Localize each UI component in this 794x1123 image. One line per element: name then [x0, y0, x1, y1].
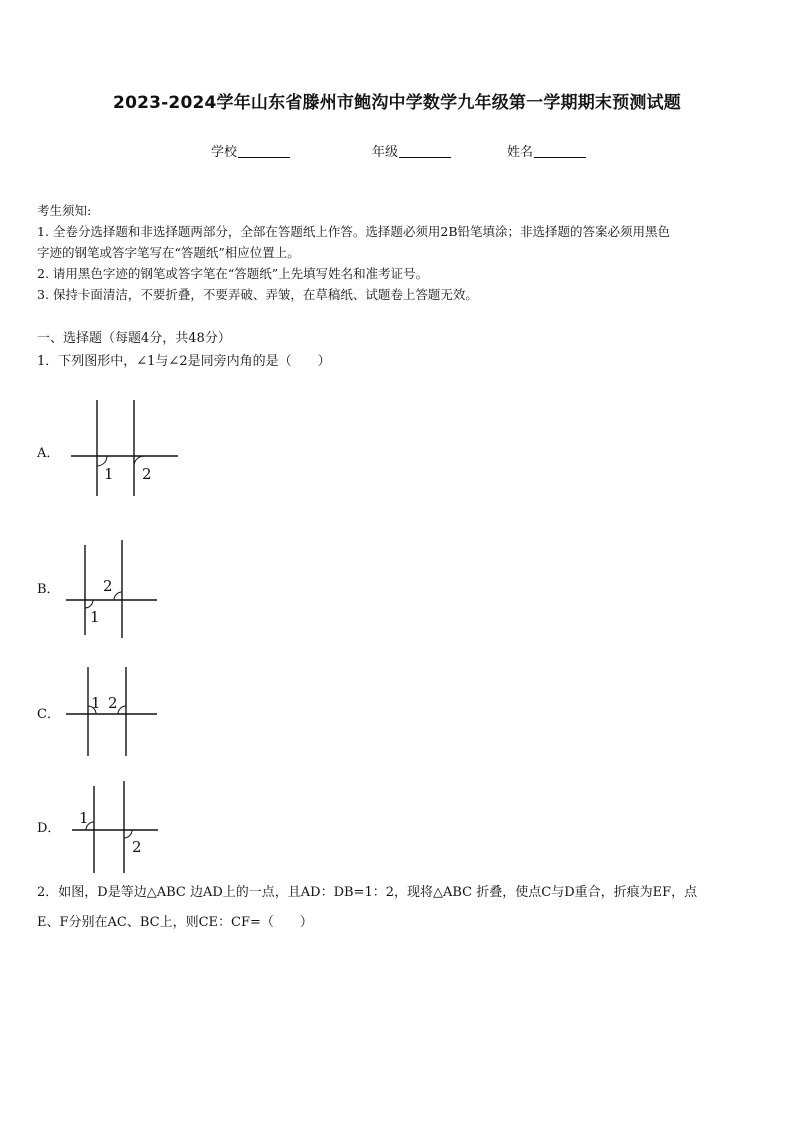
angle-2-label: 2: [103, 577, 113, 595]
candidate-notice: [37, 200, 759, 305]
name-blank[interactable]: [534, 144, 586, 158]
section-heading: 一、选择题（每题4分，共48分）: [37, 331, 231, 346]
angle-2-label: 2: [108, 694, 118, 712]
school-blank[interactable]: [238, 144, 290, 158]
angle-2-label: 2: [132, 838, 142, 856]
name-field[interactable]: [507, 141, 586, 160]
notice-item: 2. 请用黑色字迹的钢笔或答字笔在“答题纸”上先填写姓名和准考证号。: [37, 266, 429, 281]
option-c-label[interactable]: C．: [37, 707, 60, 722]
school-field[interactable]: [211, 141, 290, 160]
angle-1-label: 1: [79, 809, 89, 827]
angle-2-arc: [114, 592, 122, 600]
grade-label: 年级: [372, 145, 399, 160]
notice-heading: 考生须知:: [37, 203, 92, 218]
option-d-label[interactable]: D．: [37, 821, 61, 836]
angle-1-label: 1: [104, 465, 114, 483]
question-1-stem: 1．下列图形中，∠1与∠2是同旁内角的是（ ）: [37, 354, 331, 369]
angle-2-label: 2: [142, 465, 152, 483]
option-c-figure[interactable]: [63, 664, 163, 759]
option-a-figure[interactable]: [68, 397, 183, 497]
notice-item: 1. 全卷分选择题和非选择题两部分，全部在答题纸上作答。选择题必须用2B铅笔填涂；非选择题的答案必须用黑色: [37, 224, 671, 239]
option-b-label[interactable]: B．: [37, 582, 60, 597]
option-d-figure[interactable]: [70, 781, 165, 876]
option-a-label[interactable]: A．: [37, 446, 60, 461]
angle-2-arc: [124, 830, 132, 838]
question-2-stem: [37, 878, 759, 938]
angle-1-label: 1: [90, 608, 100, 626]
grade-field[interactable]: [372, 141, 451, 160]
angle-1-arc: [85, 600, 93, 608]
notice-item: 字迹的钢笔或答字笔写在“答题纸”相应位置上。: [37, 245, 300, 260]
notice-item: 3. 保持卡面清洁，不要折叠，不要弄破、弄皱，在草稿纸、试题卷上答题无效。: [37, 287, 478, 302]
page-title: 2023-2024学年山东省滕州市鲍沟中学数学九年级第一学期期末预测试题: [113, 93, 681, 113]
name-label: 姓名: [507, 145, 534, 160]
school-label: 学校: [211, 145, 238, 160]
angle-2-arc: [118, 706, 126, 714]
question-2-line-1: 2．如图，D是等边△ABC 边AD上的一点，且AD：DB=1：2，现将△ABC 折叠，使点C与D重合，折痕为EF，点: [37, 885, 698, 900]
grade-blank[interactable]: [399, 144, 451, 158]
angle-1-label: 1: [91, 694, 101, 712]
option-b-figure[interactable]: [63, 538, 163, 640]
question-2-line-2: E、F分别在AC、BC上，则CE：CF=（ ）: [37, 915, 313, 930]
